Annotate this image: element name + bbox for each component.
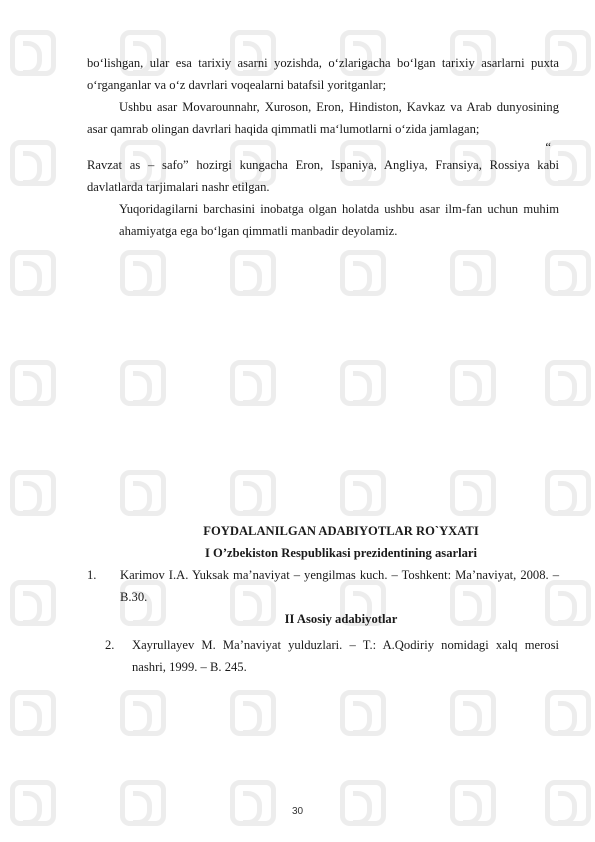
reference-item bbox=[87, 634, 559, 678]
reference-text: Karimov I.A. Yuksak ma’naviyat – yengilmas kuch. – Toshkent: Ma’naviyat, 2008. – B.30. bbox=[120, 568, 559, 604]
paragraph-conclusion: Yuqoridagilarni barchasini inobatga olgan holatda ushbu asar ilm-fan uchun muhim ahamiyatga ega bo‘lgan qimmatli manbadir deyolamiz. bbox=[119, 202, 559, 238]
bibliography-title: FOYDALANILGAN ADABIYOTLAR RO`YXATI bbox=[203, 524, 479, 538]
document-body bbox=[87, 52, 559, 678]
reference-text: Xayrullayev M. Ma’naviyat yulduzlari. – T.: A.Qodiriy nomidagi xalq merosi nashri, 1999. – B. 245. bbox=[132, 638, 559, 674]
section-heading-president-works: I O’zbekiston Respublikasi prezidentining asarlari bbox=[205, 546, 477, 560]
page-number: 30 bbox=[291, 806, 304, 817]
reference-number: 2. bbox=[105, 638, 115, 652]
paragraph-continuation: bo‘lishgan, ular esa tarixiy asarni yozishda, o‘zlarigacha bo‘lgan tarixiy asarlarni puxta o‘rganganlar va o‘z davrlari voqealarni batafsil yoritganlar; bbox=[87, 56, 559, 92]
reference-number: 1. bbox=[87, 568, 97, 582]
paragraph-translations: Ravzat as – safo” hozirgi kungacha Eron, Ispaniya, Angliya, Fransiya, Rossiya kabi davlatlarda tarjimalari nashr etilgan. bbox=[87, 158, 559, 194]
reference-item bbox=[87, 564, 559, 608]
paragraph-sources: Ushbu asar Movarounnahr, Xuroson, Eron, Hindiston, Kavkaz va Arab dunyosining asar qamrab olingan davrlari haqida qimmatli ma‘lumotlarni o‘zida jamlagan; bbox=[87, 100, 559, 136]
opening-quote-mark: “ bbox=[545, 140, 551, 154]
section-heading-main-literature: II Asosiy adabiyotlar bbox=[284, 612, 398, 626]
